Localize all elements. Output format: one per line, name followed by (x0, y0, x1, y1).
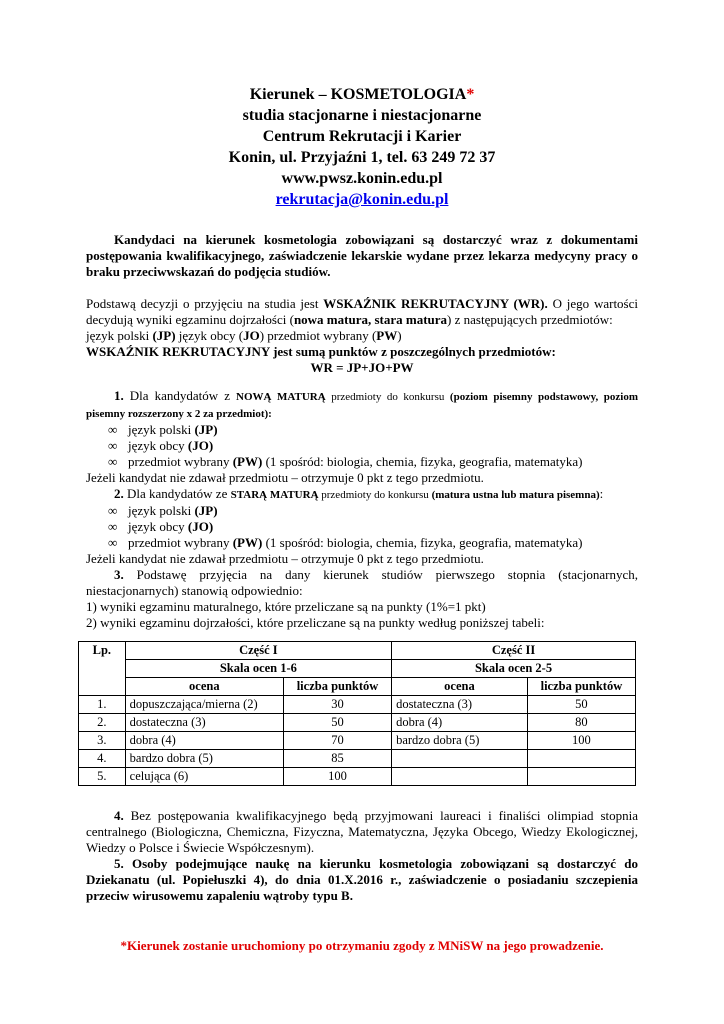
document-header (86, 84, 638, 210)
infinity-bullet-icon: ∞ (108, 535, 118, 550)
list-item: ∞ język obcy (JO) (108, 519, 214, 534)
table-row: 4. bardzo dobra (5) 85 (79, 750, 636, 768)
list-item: ∞ język polski (JP) (108, 503, 218, 518)
infinity-bullet-icon: ∞ (108, 503, 118, 518)
list-item: ∞ język polski (JP) (108, 422, 218, 437)
section-4-paragraph: 4. Bez postępowania kwalifikacyjnego będą przyjmowani laureaci i finaliści olimpiad stopnia centralnego (Biologiczna, Chemiczna, Fizyczna, Matematyczna, Języka Obcego, Wiedzy Ekologicznej, Wiedzy o Polsce i Świecie Współczesnym). (86, 808, 638, 855)
section-2-note: Jeżeli kandydat nie zdawał przedmiotu – otrzymuje 0 pkt z tego przedmiotu. (86, 551, 484, 566)
table-row: 1. dopuszczająca/mierna (2) 30 dostateczna (3) 50 (79, 696, 636, 714)
list-item: ∞ przedmiot wybrany (PW) (1 spośród: biologia, chemia, fizyka, geografia, matematyka) (108, 535, 583, 550)
office-address: Konin, ul. Przyjaźni 1, tel. 63 249 72 37 (228, 149, 496, 166)
grade-col-header: ocena (392, 678, 528, 696)
office-name: Centrum Rekrutacji i Karier (262, 128, 462, 145)
points-col-header: liczba punktów (527, 678, 635, 696)
table-row: 5. celująca (6) 100 (79, 768, 636, 786)
part-1-header: Część I (125, 642, 391, 660)
study-modes: studia stacjonarne i niestacjonarne (242, 107, 482, 124)
section-1-heading: 1. Dla kandydatów z NOWĄ MATURĄ przedmioty do konkursu (poziom pisemny podstawowy, poziom pisemny rozszerzony x 2 za przedmiot): (86, 388, 638, 420)
infinity-bullet-icon: ∞ (108, 519, 118, 534)
asterisk-mark: * (466, 86, 475, 103)
section-3-item-1: 1) wyniki egzaminu maturalnego, które przeliczane są na punkty (1%=1 pkt) (86, 599, 486, 614)
footnote: *Kierunek zostanie uruchomiony po otrzymaniu zgody z MNiSW na jego prowadzenie. (120, 938, 604, 953)
email-link[interactable]: rekrutacja@konin.edu.pl (275, 191, 449, 208)
section-5-paragraph: 5. Osoby podejmujące naukę na kierunku kosmetologia zobowiązani są dostarczyć do Dziekanatu (ul. Popiełuszki 4), do dnia 01.X.2016 r., zaświadczenie o posiadaniu szczepienia przeciw wirusowemu zapaleniu wątroby typu B. (86, 856, 638, 903)
infinity-bullet-icon: ∞ (108, 438, 118, 453)
intro-paragraph: Kandydaci na kierunek kosmetologia zobowiązani są dostarczyć wraz z dokumentami postępowania kwalifikacyjnego, zaświadczenie lekarskie wydane przez lekarza medycyny pracy o braku przeciwwskazań do podjęcia studiów. (86, 232, 638, 279)
grades-table (78, 641, 636, 786)
section-3-paragraph: 3. Podstawę przyjęcia na dany kierunek studiów pierwszego stopnia (stacjonarnych, niestacjonarnych) stanowią odpowiednio: (86, 567, 638, 598)
basis-paragraph: Podstawą decyzji o przyjęciu na studia jest WSKAŹNIK REKRUTACYJNY (WR). O jego wartości decydują wyniki egzaminu dojrzałości (nowa matura, stara matura) z następujących przedmiotów: (86, 296, 639, 327)
wr-formula: WR = JP+JO+PW (310, 360, 414, 375)
infinity-bullet-icon: ∞ (108, 454, 118, 469)
website-text: www.pwsz.konin.edu.pl (281, 170, 443, 187)
table-row: 2. dostateczna (3) 50 dobra (4) 80 (79, 714, 636, 732)
lp-header: Lp. (79, 642, 126, 696)
grade-col-header: ocena (125, 678, 283, 696)
section-1-note: Jeżeli kandydat nie zdawał przedmiotu – otrzymuje 0 pkt z tego przedmiotu. (86, 470, 484, 485)
list-item: ∞ język obcy (JO) (108, 438, 214, 453)
part-2-header: Część II (392, 642, 636, 660)
program-title: Kierunek – KOSMETOLOGIA* (249, 86, 475, 103)
infinity-bullet-icon: ∞ (108, 422, 118, 437)
document-page (86, 84, 638, 954)
scale-2-header: Skala ocen 2-5 (392, 660, 636, 678)
points-col-header: liczba punktów (283, 678, 391, 696)
scale-1-header: Skala ocen 1-6 (125, 660, 391, 678)
subjects-line: język polski (JP) język obcy (JO) przedmiot wybrany (PW) (86, 328, 402, 343)
list-item: ∞ przedmiot wybrany (PW) (1 spośród: biologia, chemia, fizyka, geografia, matematyka) (108, 454, 583, 469)
wr-sum-line: WSKAŹNIK REKRUTACYJNY jest sumą punktów z poszczególnych przedmiotów: (86, 344, 556, 359)
table-row: 3. dobra (4) 70 bardzo dobra (5) 100 (79, 732, 636, 750)
section-2-heading: 2. Dla kandydatów ze STARĄ MATURĄ przedmioty do konkursu (matura ustna lub matura pisemna): (114, 486, 604, 501)
section-3-item-2: 2) wyniki egzaminu dojrzałości, które przeliczane są na punkty według poniższej tabeli: (86, 615, 545, 630)
